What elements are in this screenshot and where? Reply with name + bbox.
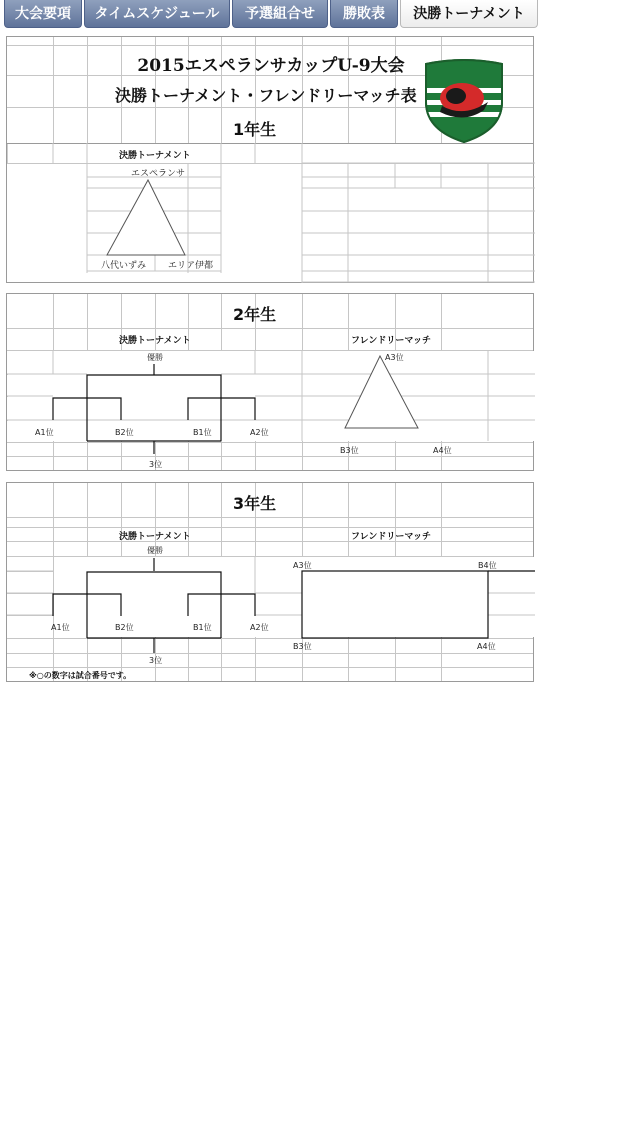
club-crest-icon bbox=[422, 58, 506, 144]
grade1-right-team: エリア伊都 bbox=[168, 261, 214, 271]
grade1-heading: 1年生 bbox=[233, 120, 277, 139]
grade2-winner: 優勝 bbox=[147, 353, 163, 362]
grade3-friendly-b3: B3位 bbox=[293, 642, 312, 651]
grade3-friendly-label: フレンドリーマッチ bbox=[351, 532, 432, 542]
grade1-section bbox=[6, 143, 534, 283]
grade3-heading: 3年生 bbox=[233, 494, 277, 513]
tab-final-tournament[interactable]: 決勝トーナメント bbox=[400, 0, 538, 28]
tab-bar bbox=[0, 0, 640, 30]
grade2-slot-b2: B2位 bbox=[115, 428, 134, 437]
grade2-friendly-b3: B3位 bbox=[340, 446, 359, 455]
grade2-heading: 2年生 bbox=[233, 305, 277, 324]
grade2-bracket bbox=[7, 294, 535, 472]
page-subtitle: 決勝トーナメント・フレンドリーマッチ表 bbox=[115, 86, 417, 105]
grade1-top-team: エスペランサ bbox=[131, 169, 186, 179]
grade2-tournament-label: 決勝トーナメント bbox=[119, 336, 191, 346]
grade2-section bbox=[6, 293, 534, 471]
grade3-winner: 優勝 bbox=[147, 546, 163, 555]
grade3-friendly-b4: B4位 bbox=[478, 561, 497, 570]
grade3-slot-a2: A2位 bbox=[250, 623, 269, 632]
grade2-friendly-a4: A4位 bbox=[433, 446, 452, 455]
tab-time-schedule[interactable]: タイムスケジュール bbox=[84, 0, 230, 28]
grade1-tournament-label: 決勝トーナメント bbox=[119, 151, 191, 161]
grade3-friendly-a4: A4位 bbox=[477, 642, 496, 651]
grade2-friendly-label: フレンドリーマッチ bbox=[351, 336, 432, 346]
tab-overview[interactable]: 大会要項 bbox=[4, 0, 82, 28]
grade2-slot-b1: B1位 bbox=[193, 428, 212, 437]
grade3-slot-b1: B1位 bbox=[193, 623, 212, 632]
grade1-left-team: 八代いずみ bbox=[101, 261, 147, 271]
tab-group-draw[interactable]: 予選組合せ bbox=[232, 0, 328, 28]
grade2-slot-a2: A2位 bbox=[250, 428, 269, 437]
grade3-slot-a1: A1位 bbox=[51, 623, 70, 632]
grade2-slot-a1: A1位 bbox=[35, 428, 54, 437]
grade3-bracket bbox=[7, 483, 535, 683]
grade2-friendly-a3: A3位 bbox=[385, 353, 404, 362]
grade2-third: 3位 bbox=[149, 460, 163, 469]
tab-results[interactable]: 勝敗表 bbox=[330, 0, 398, 28]
grade3-tournament-label: 決勝トーナメント bbox=[119, 532, 191, 542]
grade3-third: 3位 bbox=[149, 656, 163, 665]
match-number-note: ※○の数字は試合番号です。 bbox=[29, 671, 132, 680]
grade3-friendly-a3: A3位 bbox=[293, 561, 312, 570]
page-title: 2015エスペランサカップU-9大会 bbox=[137, 56, 405, 76]
grade3-slot-b2: B2位 bbox=[115, 623, 134, 632]
grade1-drawing bbox=[7, 143, 535, 283]
grade3-section bbox=[6, 482, 534, 682]
